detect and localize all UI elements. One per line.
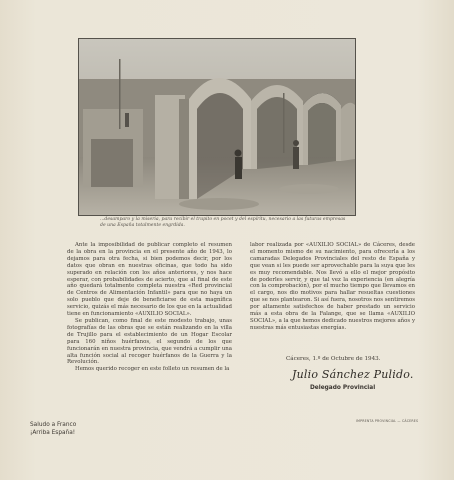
paragraph: labor realizada por «AUXILIO SOCIAL» de Cáceres, desde el momento mismo de su nacimiento, para ofrecerla a los camaradas Delegados Provinciales del resto de España y que vean si les puede ser aprovechable para la suya que les es muy recomendable. Nos llevó a ello el mejor propósito de poderles servir, y que tal vez la experiencia (en alegría con la comprobación), por el mucho tiempo que llevamos en el cargo, nos dio motivos para hallar resueltas cuestiones que se nos plantearon. Si así fuera, nosotros nos sentiremos por altamente satisfechos de haber prestado un servicio más a esta obra de la Falange, que se llama «AUXILIO SOCIAL», a la que hemos dedicado nuestros mejores años y nuestras más entusiastas energías. (250, 242, 415, 331)
construction-photo-image (79, 39, 355, 215)
signature: Julio Sánchez Pulido. (292, 368, 414, 381)
salute-line: ¡Arriba España! (30, 430, 76, 436)
signatory-role: Delegado Provincial (310, 385, 376, 391)
text-column-left (67, 242, 232, 373)
date-line: Cáceres, 1.º de Octubre de 1943. (286, 356, 381, 362)
salute-block (30, 421, 76, 437)
paragraph: Se publican, como final de este modesto trabajo, unas fotografías de las obras que se están realizando en la villa de Trujillo para el establecimiento de un Hogar Escolar para 160 niños huérfanos, el segundo de los que funcionarán en nuestra provincia, que vendrá a cumplir una alta función social al recoger huérfanos de la Guerra y la Revolución. (67, 317, 232, 366)
salute-line: Saludo a Franco (30, 422, 77, 428)
paragraph: Ante la imposibilidad de publicar completo el resumen de la obra en la provincia en el presente año de 1943, lo dejamos para otra fecha, si bien podemos decir, por los datos que obran en nuestras oficinas, que todo ha sido superado en relación con los años anteriores, y nos hace esperar, con probabilidades de acierto, que al final de este año quedará totalmente completa nuestra «Red provincial de Centros de Alimentación Infantil» para que no haya un solo pueblo que deje de beneficiarse de esta magnífica servicio, quizás el más necesario de los que en la actualidad tiene en funcionamiento «AUXILIO SOCIAL». (67, 242, 232, 318)
photo-caption: ...desamparo y la miseria, para recibir el trapito en pocet y del espíritu, necesario a las futuras empresas de una España totalmente engrdida. (100, 217, 346, 228)
text-column-right (250, 242, 415, 332)
paragraph: Hemos querido recoger en este folleto un resumen de la (75, 366, 230, 373)
imprint: IMPRENTA PROVINCIAL — CÁCERES (356, 419, 419, 423)
construction-photo (78, 38, 356, 216)
